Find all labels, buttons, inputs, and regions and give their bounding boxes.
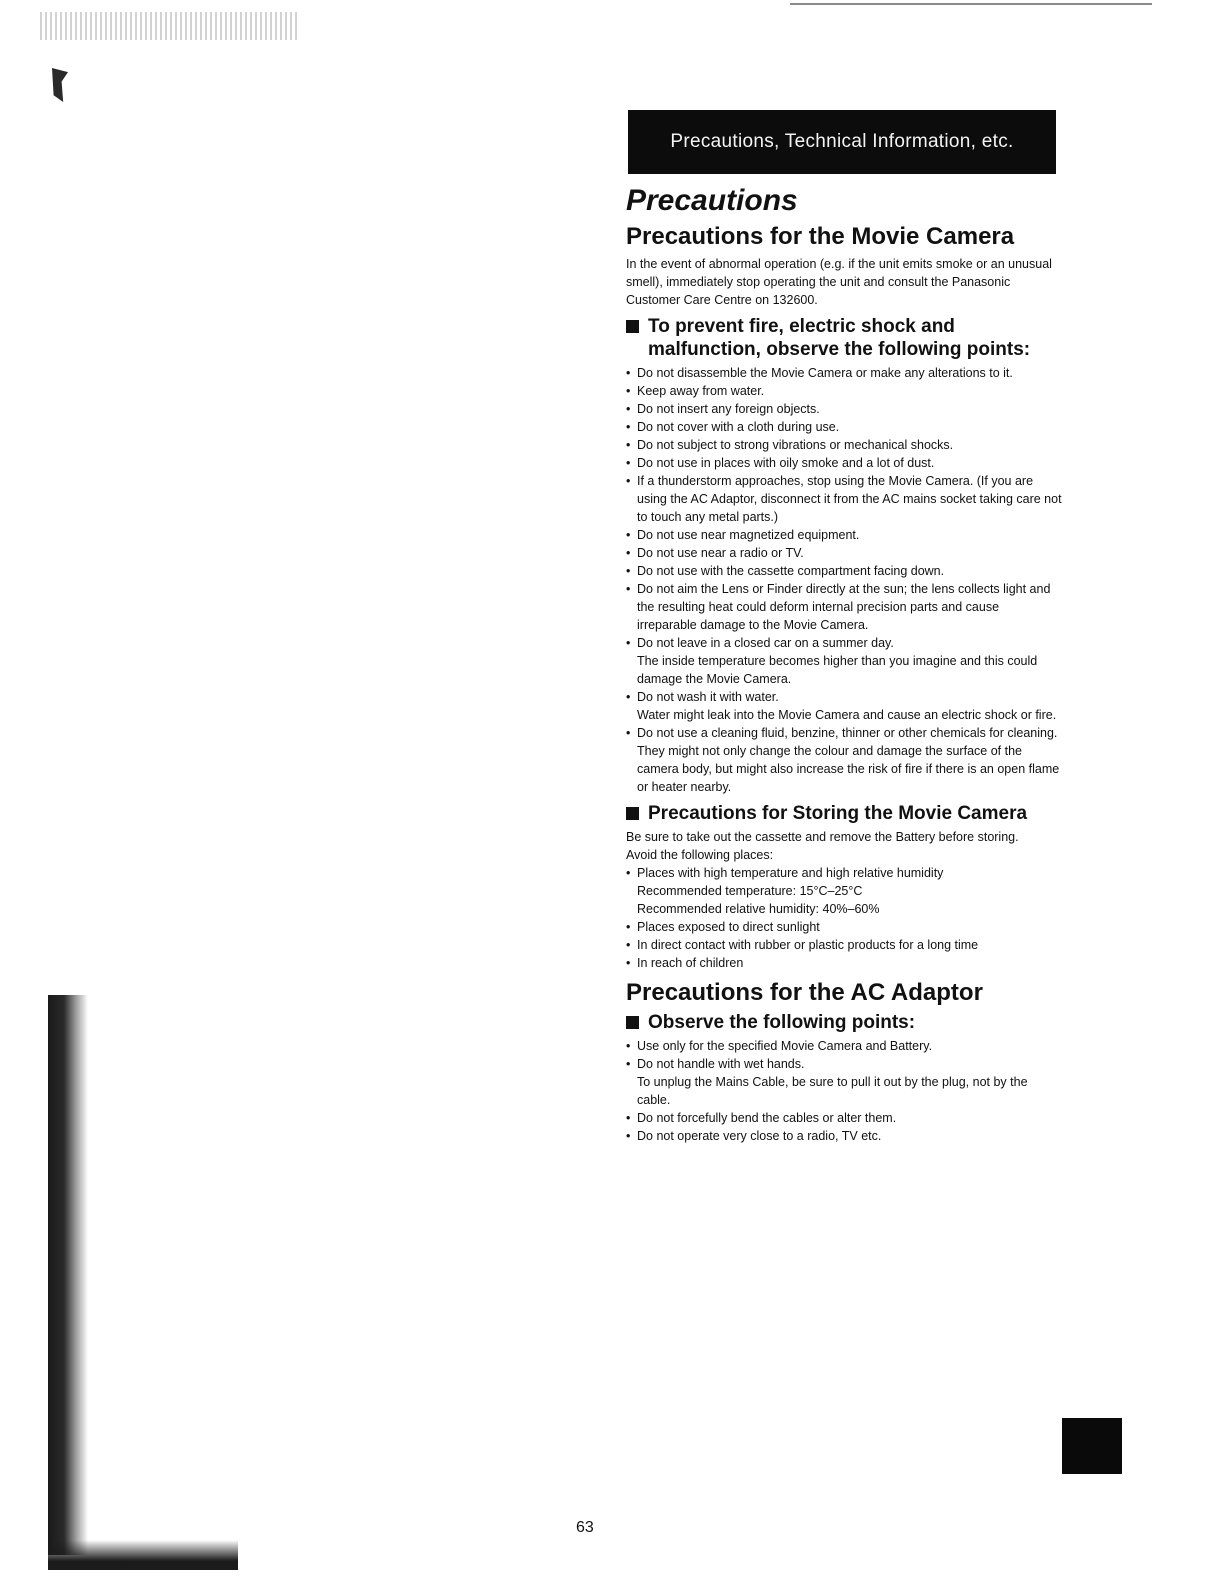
- scan-mark: [52, 68, 68, 102]
- movie-camera-heading: Precautions for the Movie Camera: [626, 223, 1015, 250]
- storing-avoid: Avoid the following places:: [626, 848, 774, 862]
- list-item: • Do not operate very close to a radio, TV etc.: [626, 1127, 1062, 1145]
- storing-subheading: [626, 802, 1062, 825]
- page-number: 63: [576, 1519, 594, 1536]
- list-item: • Do not use with the cassette compartment facing down.: [626, 562, 1062, 580]
- list-item-note: Water might leak into the Movie Camera and cause an electric shock or fire.: [637, 708, 1057, 722]
- list-item: • Places exposed to direct sunlight: [626, 918, 1062, 936]
- list-item: • Do not use near magnetized equipment.: [626, 526, 1062, 544]
- list-item: • Places with high temperature and high relative humidity Recommended temperature: 15°C–25°C Recommended relative humidity: 40%–60%: [626, 864, 1062, 918]
- list-item: • Do not insert any foreign objects.: [626, 400, 1062, 418]
- list-item: • Keep away from water.: [626, 382, 1062, 400]
- observe-subheading: [626, 1011, 1062, 1034]
- list-item: • If a thunderstorm approaches, stop using the Movie Camera. (If you are using the AC Adaptor, disconnect it from the AC mains socket taking care not to touch any metal parts.): [626, 472, 1062, 526]
- list-item: • Do not handle with wet hands. To unplug the Mains Cable, be sure to pull it out by the plug, not by the cable.: [626, 1055, 1062, 1109]
- list-item: • Do not use near a radio or TV.: [626, 544, 1062, 562]
- list-item: • In direct contact with rubber or plastic products for a long time: [626, 936, 1062, 954]
- page-title: Precautions: [626, 184, 798, 217]
- observe-subheading-text: Observe the following points:: [648, 1012, 916, 1033]
- list-item: • Do not leave in a closed car on a summer day. The inside temperature becomes higher than you imagine and this could damage the Movie Camera.: [626, 634, 1062, 688]
- main-content: [626, 184, 1062, 1145]
- scan-noise-top: [40, 12, 300, 40]
- storing-intro: Be sure to take out the cassette and remove the Battery before storing.: [626, 830, 1019, 844]
- list-item: • Do not wash it with water. Water might leak into the Movie Camera and cause an electric shock or fire.: [626, 688, 1062, 724]
- fire-bullet-list: [626, 364, 1062, 796]
- fire-subheading: [626, 315, 1062, 361]
- list-item-note: Recommended temperature: 15°C–25°C: [637, 884, 863, 898]
- square-bullet-icon: [626, 807, 639, 820]
- storing-subheading-text: Precautions for Storing the Movie Camera: [648, 803, 1028, 824]
- list-item: • Do not use a cleaning fluid, benzine, thinner or other chemicals for cleaning. They might not only change the colour and damage the surface of the camera body, but might also increase the risk of fire if there is an open flame or heater nearby.: [626, 724, 1062, 796]
- list-item: • Use only for the specified Movie Camera and Battery.: [626, 1037, 1062, 1055]
- square-bullet-icon: [626, 320, 639, 333]
- storing-bullet-list: [626, 864, 1062, 972]
- list-item: • Do not cover with a cloth during use.: [626, 418, 1062, 436]
- scan-corner-shadow: [48, 1540, 238, 1570]
- ac-adaptor-heading: Precautions for the AC Adaptor: [626, 979, 983, 1006]
- thumb-index-tab: [1062, 1418, 1122, 1474]
- list-item-note: To unplug the Mains Cable, be sure to pull it out by the plug, not by the cable.: [637, 1075, 1028, 1107]
- fire-subheading-text: To prevent fire, electric shock and malfunction, observe the following points:: [648, 316, 1031, 360]
- section-header-band: [628, 110, 1056, 174]
- top-rule: [790, 3, 1152, 5]
- list-item: • Do not aim the Lens or Finder directly at the sun; the lens collects light and the resulting heat could deform internal precision parts and cause irreparable damage to the Movie Camera.: [626, 580, 1062, 634]
- list-item: • Do not use in places with oily smoke and a lot of dust.: [626, 454, 1062, 472]
- list-item: • In reach of children: [626, 954, 1062, 972]
- section-header-title: Precautions, Technical Information, etc.: [670, 131, 1014, 152]
- scan-binding-shadow: [48, 995, 88, 1555]
- list-item-note: The inside temperature becomes higher than you imagine and this could damage the Movie Camera.: [637, 654, 1038, 686]
- list-item: • Do not disassemble the Movie Camera or make any alterations to it.: [626, 364, 1062, 382]
- movie-camera-intro: In the event of abnormal operation (e.g. if the unit emits smoke or an unusual smell), immediately stop operating the unit and consult the Panasonic Customer Care Centre on 132600.: [626, 257, 1052, 307]
- square-bullet-icon: [626, 1016, 639, 1029]
- list-item-note: Recommended relative humidity: 40%–60%: [637, 902, 880, 916]
- observe-bullet-list: [626, 1037, 1062, 1145]
- list-item: • Do not subject to strong vibrations or mechanical shocks.: [626, 436, 1062, 454]
- list-item: • Do not forcefully bend the cables or alter them.: [626, 1109, 1062, 1127]
